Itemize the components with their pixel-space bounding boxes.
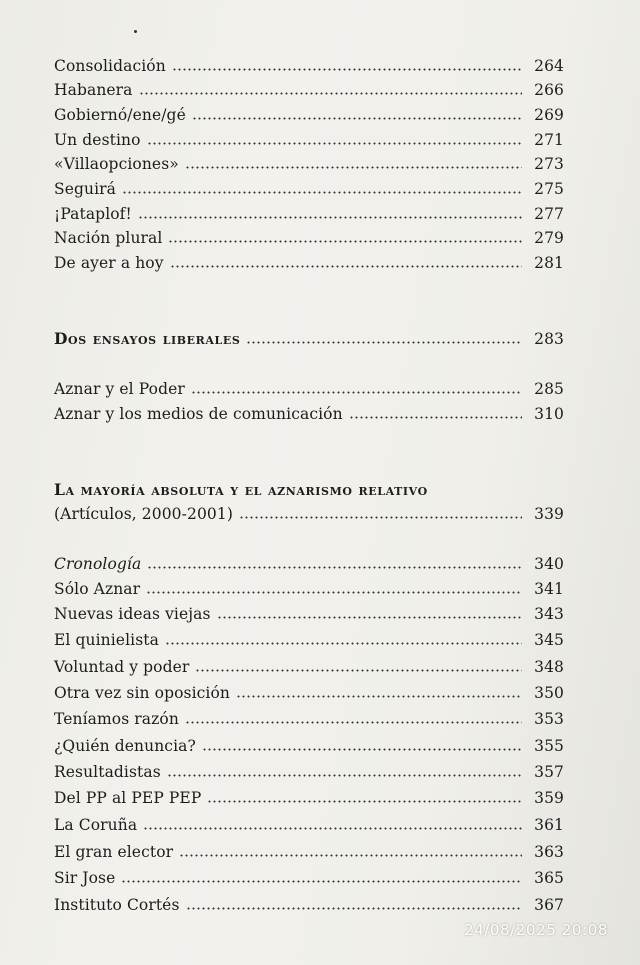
entry-page: 271 — [534, 131, 564, 149]
dot-leader — [207, 790, 522, 804]
entry-page: 365 — [534, 869, 564, 887]
entry-title: Cronología — [54, 555, 142, 573]
entry-title: Resultadistas — [54, 763, 161, 781]
entry-title: Voluntad y poder — [54, 658, 190, 676]
section-page: 283 — [534, 330, 564, 348]
dot-leader — [165, 632, 522, 646]
entry-page: 277 — [534, 205, 564, 223]
entry-title: Sólo Aznar — [54, 580, 141, 598]
toc-entry — [54, 249, 564, 273]
entry-title: ¿Quién denuncia? — [54, 737, 196, 755]
entry-title: Del PP al PEP PEP — [54, 789, 202, 807]
toc-entry — [54, 679, 564, 703]
entry-title: Nuevas ideas viejas — [54, 605, 211, 623]
toc-entry — [54, 626, 564, 650]
entry-page: 341 — [534, 580, 564, 598]
entry-page: 266 — [534, 81, 564, 99]
toc-entry — [54, 126, 564, 150]
toc-entry — [54, 224, 564, 248]
entry-title: Sir Jose — [54, 869, 116, 887]
dot-leader — [185, 711, 522, 725]
dot-leader — [195, 659, 522, 673]
entry-title: Seguirá — [54, 180, 117, 198]
entry-title: ¡Pataplof! — [54, 205, 132, 223]
dot-leader — [186, 897, 522, 911]
dot-leader — [139, 82, 522, 96]
entry-page: 269 — [534, 106, 564, 124]
entry-title: Aznar y los medios de comunicación — [54, 405, 343, 423]
toc-entry — [54, 838, 564, 862]
toc-entry — [54, 76, 564, 100]
entry-page: 279 — [534, 229, 564, 247]
dot-leader — [146, 581, 522, 595]
dot-leader — [143, 817, 522, 831]
dot-leader — [191, 381, 522, 395]
entry-page: 367 — [534, 896, 564, 914]
entry-page: 340 — [534, 555, 564, 573]
entry-page: 357 — [534, 763, 564, 781]
entry-page: 361 — [534, 816, 564, 834]
toc-entry — [54, 758, 564, 782]
toc-entry — [54, 101, 564, 125]
toc-entry — [54, 732, 564, 756]
entry-title: Otra vez sin oposición — [54, 684, 231, 702]
dot-leader — [192, 107, 522, 121]
toc-entry — [54, 375, 564, 399]
toc-entry — [54, 575, 564, 599]
dot-leader — [168, 230, 522, 244]
entry-title: De ayer a hoy — [54, 254, 164, 272]
ink-dot — [134, 30, 137, 33]
entry-page: 353 — [534, 710, 564, 728]
toc-entry — [54, 175, 564, 199]
dot-leader — [170, 255, 522, 269]
toc-entry — [54, 550, 564, 574]
entry-page: 273 — [534, 155, 564, 173]
entry-page: 343 — [534, 605, 564, 623]
entry-page: 275 — [534, 180, 564, 198]
section-title: La mayoría absoluta y el aznarismo relativo — [54, 480, 428, 499]
entry-page: 285 — [534, 380, 564, 398]
entry-page: 363 — [534, 843, 564, 861]
entry-page: 350 — [534, 684, 564, 702]
entry-title: Teníamos razón — [54, 710, 179, 728]
toc-entry — [54, 864, 564, 888]
dot-leader — [167, 764, 522, 778]
dot-leader — [172, 58, 522, 72]
entry-title: Aznar y el Poder — [54, 380, 185, 398]
entry-title: El gran elector — [54, 843, 174, 861]
section-title: Dos ensayos liberales — [54, 329, 241, 348]
toc-entry — [54, 891, 564, 915]
entry-title: Consolidación — [54, 57, 166, 75]
entry-page: 348 — [534, 658, 564, 676]
toc-entry — [54, 400, 564, 424]
toc-entry — [54, 52, 564, 76]
entry-title: Un destino — [54, 131, 141, 149]
toc-entry — [54, 150, 564, 174]
dot-leader — [349, 406, 522, 420]
toc-section — [54, 500, 564, 524]
dot-leader — [239, 506, 522, 520]
entry-page: 359 — [534, 789, 564, 807]
dot-leader — [179, 844, 522, 858]
dot-leader — [236, 685, 522, 699]
dot-leader — [185, 156, 522, 170]
entry-title: La Coruña — [54, 816, 138, 834]
entry-page: 264 — [534, 57, 564, 75]
dot-leader — [138, 206, 522, 220]
entry-page: 281 — [534, 254, 564, 272]
entry-page: 355 — [534, 737, 564, 755]
toc-entry — [54, 200, 564, 224]
dot-leader — [121, 870, 522, 884]
entry-title: Habanera — [54, 81, 133, 99]
entry-title: Instituto Cortés — [54, 896, 180, 914]
dot-leader — [147, 132, 522, 146]
section-subtitle: (Artículos, 2000-2001) — [54, 505, 233, 523]
toc-entry — [54, 784, 564, 808]
dot-leader — [217, 606, 522, 620]
entry-title: Nación plural — [54, 229, 163, 247]
entry-page: 345 — [534, 631, 564, 649]
dot-leader — [122, 181, 522, 195]
section-page: 339 — [534, 505, 564, 523]
photo-timestamp: 24/08/2025 20:08 — [463, 921, 608, 939]
toc-entry — [54, 600, 564, 624]
toc-entry — [54, 705, 564, 729]
dot-leader — [246, 331, 522, 345]
toc-section — [54, 325, 564, 349]
entry-title: Gobiernó/ene/gé — [54, 106, 186, 124]
dot-leader — [147, 556, 522, 570]
entry-title: El quinielista — [54, 631, 159, 649]
dot-leader — [202, 738, 522, 752]
toc-entry — [54, 653, 564, 677]
toc-entry — [54, 811, 564, 835]
entry-page: 310 — [534, 405, 564, 423]
entry-title: «Villaopciones» — [54, 155, 179, 173]
toc-section-heading — [54, 476, 564, 500]
